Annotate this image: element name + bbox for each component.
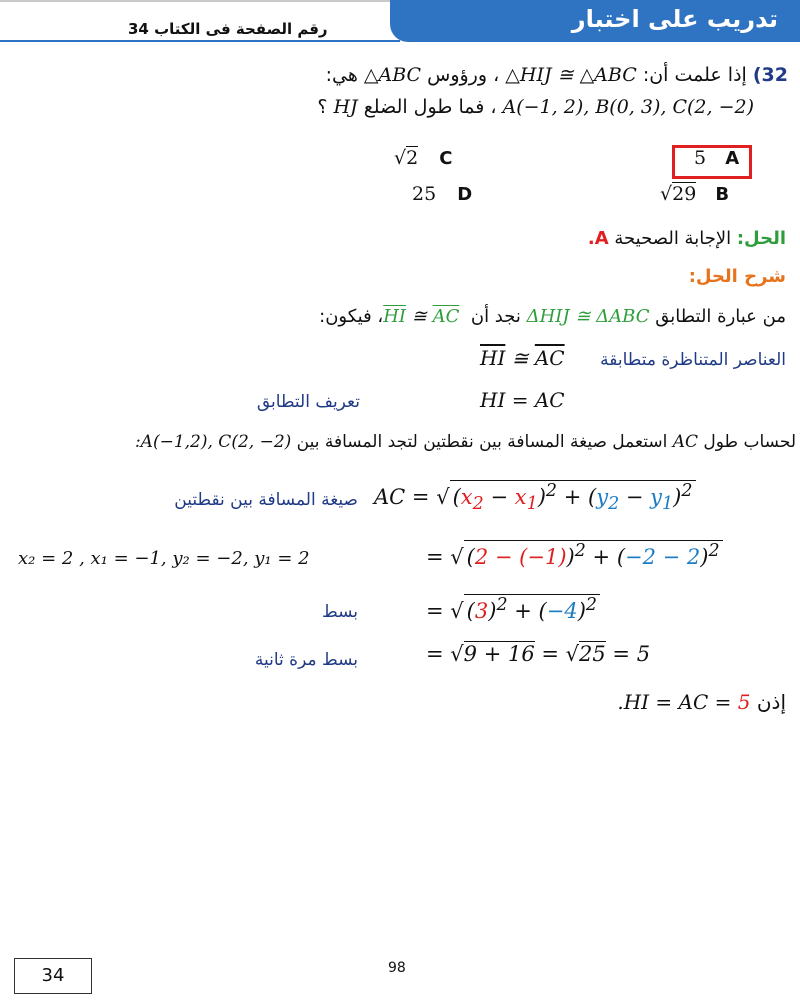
- question-mark: ؟: [317, 96, 328, 118]
- step2-math: HI = AC: [480, 388, 565, 412]
- solution-answer-text: الإجابة الصحيحة: [614, 228, 732, 249]
- header-title: تدريب على اختبار: [571, 5, 778, 33]
- option-b-value: 29: [672, 183, 697, 205]
- distance-ac: AC: [672, 432, 699, 452]
- option-d-letter: D: [457, 184, 473, 205]
- intro-segment-congruence: $\overline{HI}$ ≅ $\overline{AC}$: [383, 306, 460, 327]
- option-c-radical: √: [394, 147, 407, 169]
- question-text-2: ، ورؤوس: [427, 64, 500, 86]
- question-number: 32): [752, 64, 788, 86]
- question-text-1: إذا علمت أن:: [642, 64, 747, 86]
- simplify-reason: بسط: [321, 602, 358, 622]
- solution-answer: [588, 228, 786, 249]
- simplify-line: = √ $(3)^2 + (-4)^2$: [426, 594, 600, 623]
- header-top-line: [0, 0, 400, 2]
- question-segment-hj: HJ: [333, 96, 358, 118]
- distance-text-2: استعمل صيغة المسافة بين نقطتين لتجد المسافة بين: [296, 432, 668, 452]
- header-divider-line: [0, 40, 400, 42]
- substitution-reason: x₂ = 2 , x₁ = −1, y₂ = −2, y₁ = 2: [18, 548, 310, 569]
- question-triangle: △ABC: [363, 64, 422, 86]
- option-d[interactable]: [412, 183, 472, 205]
- simplify2-line: = √9 + 16 = √25 = 5: [426, 642, 651, 666]
- step1-reason: العناصر المتناظرة متطابقة: [600, 350, 786, 370]
- step1-segment-hi: $\overline{HI}$: [480, 346, 506, 370]
- intro-text-1: من عبارة التطابق: [655, 306, 786, 327]
- question-line-2: [317, 96, 754, 118]
- solution-answer-letter: A.: [587, 228, 609, 249]
- option-c[interactable]: [394, 147, 453, 169]
- distance-text-1: لحساب طول: [703, 432, 796, 452]
- option-a-value: 5: [694, 147, 707, 169]
- option-b[interactable]: [660, 183, 729, 205]
- step1-segment-ac: $\overline{AC}$: [534, 346, 565, 370]
- page-box-number: 34: [14, 958, 92, 994]
- question-line-1: [326, 64, 788, 86]
- solution-label: الحل:: [736, 228, 786, 249]
- final-math: .HI = AC =: [617, 690, 738, 714]
- solution-intro: [319, 306, 786, 327]
- intro-segment-hi: $\overline{HI}$: [383, 306, 407, 327]
- distance-intro: [135, 432, 796, 452]
- book-page-label: رقم الصفحة فى الكتاب 34: [128, 20, 328, 38]
- option-b-letter: B: [715, 184, 730, 205]
- option-c-value: 2: [406, 147, 419, 169]
- step1-math: $\overline{HI}$ ≅ $\overline{AC}$: [480, 346, 565, 370]
- option-a[interactable]: [694, 147, 739, 169]
- substitution-line: = √ $(2 - (-1))^2 + (-2 - 2)^2$: [426, 540, 723, 569]
- distance-points: :A(−1,2), C(2, −2): [134, 432, 292, 452]
- step2-reason: تعريف التطابق: [256, 392, 360, 412]
- question-text-3: هي:: [325, 64, 358, 86]
- intro-congruence: ΔHIJ ≅ ΔABC: [526, 306, 650, 327]
- simplify2-reason: بسط مرة ثانية: [254, 650, 358, 670]
- intro-text-2: نجد أن: [470, 306, 521, 327]
- question-text-4: ، فما طول الضلع: [363, 96, 497, 118]
- option-c-letter: C: [439, 148, 453, 169]
- intro-text-3: ، فيكون:: [319, 306, 384, 327]
- option-d-value: 25: [412, 183, 437, 205]
- final-text: إذن: [756, 690, 786, 714]
- solution-explain-label: شرح الحل:: [688, 266, 786, 287]
- question-points: A(−1, 2), B(0, 3), C(2, −2): [502, 96, 754, 118]
- intro-segment-ac: $\overline{AC}$: [432, 306, 460, 327]
- question-congruence: △HIJ ≅ △ABC: [505, 64, 637, 86]
- header-band: [0, 0, 800, 42]
- formula-reason: صيغة المسافة بين نقطتين: [174, 490, 358, 510]
- final-line: [617, 690, 786, 714]
- final-value: 5: [737, 690, 751, 714]
- page-number: 98: [388, 960, 406, 976]
- header-title-tab: [390, 0, 800, 42]
- option-b-radical: √: [660, 183, 673, 205]
- formula-line: AC = √ $(x_2 - x_1)^2 + (y_2 - y_1)^2$: [374, 480, 696, 514]
- option-a-letter: A: [725, 148, 740, 169]
